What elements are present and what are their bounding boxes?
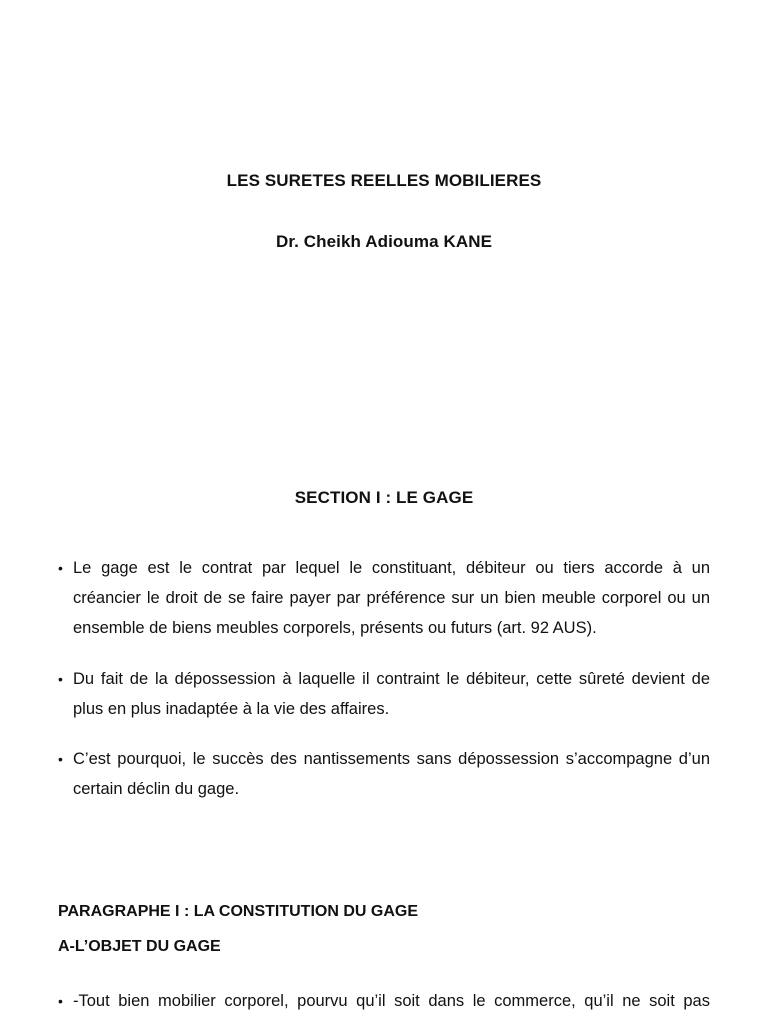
bullet-icon: •	[58, 751, 63, 767]
bullet-list	[58, 553, 710, 643]
bullet-list	[58, 744, 710, 804]
bullet-text: Du fait de la dépossession à laquelle il contraint le débiteur, cette sûreté devient de plus en plus inadaptée à la vie des affaires.	[73, 670, 710, 718]
bullet-text: Le gage est le contrat par lequel le constituant, débiteur ou tiers accorde à un créancier le droit de se faire payer par préférence sur un bien meuble corporel ou un ensemble de biens meubles corporels, présents ou futurs (art. 92 AUS).	[73, 559, 710, 637]
bullet-icon: •	[58, 993, 63, 1009]
document-title: LES SURETES REELLES MOBILIERES	[226, 171, 542, 190]
document-author: Dr. Cheikh Adiouma KANE	[275, 232, 493, 251]
bullet-icon: •	[58, 560, 63, 576]
paragraph-heading: PARAGRAPHE I : LA CONSTITUTION DU GAGE	[58, 903, 418, 920]
bullet-list	[58, 986, 710, 1016]
section-title: SECTION I : LE GAGE	[294, 488, 474, 507]
bullet-text: -Tout bien mobilier corporel, pourvu qu’il soit dans le commerce, qu’il ne soit pas	[73, 992, 710, 1010]
subheading: A-L’OBJET DU GAGE	[58, 938, 221, 955]
bullet-text: C’est pourquoi, le succès des nantissements sans dépossession s’accompagne d’un certain déclin du gage.	[73, 750, 710, 798]
list-item	[58, 986, 710, 1016]
list-item	[58, 664, 710, 724]
bullet-list	[58, 664, 710, 724]
list-item	[58, 553, 710, 643]
bullet-icon: •	[58, 671, 63, 687]
list-item	[58, 744, 710, 804]
